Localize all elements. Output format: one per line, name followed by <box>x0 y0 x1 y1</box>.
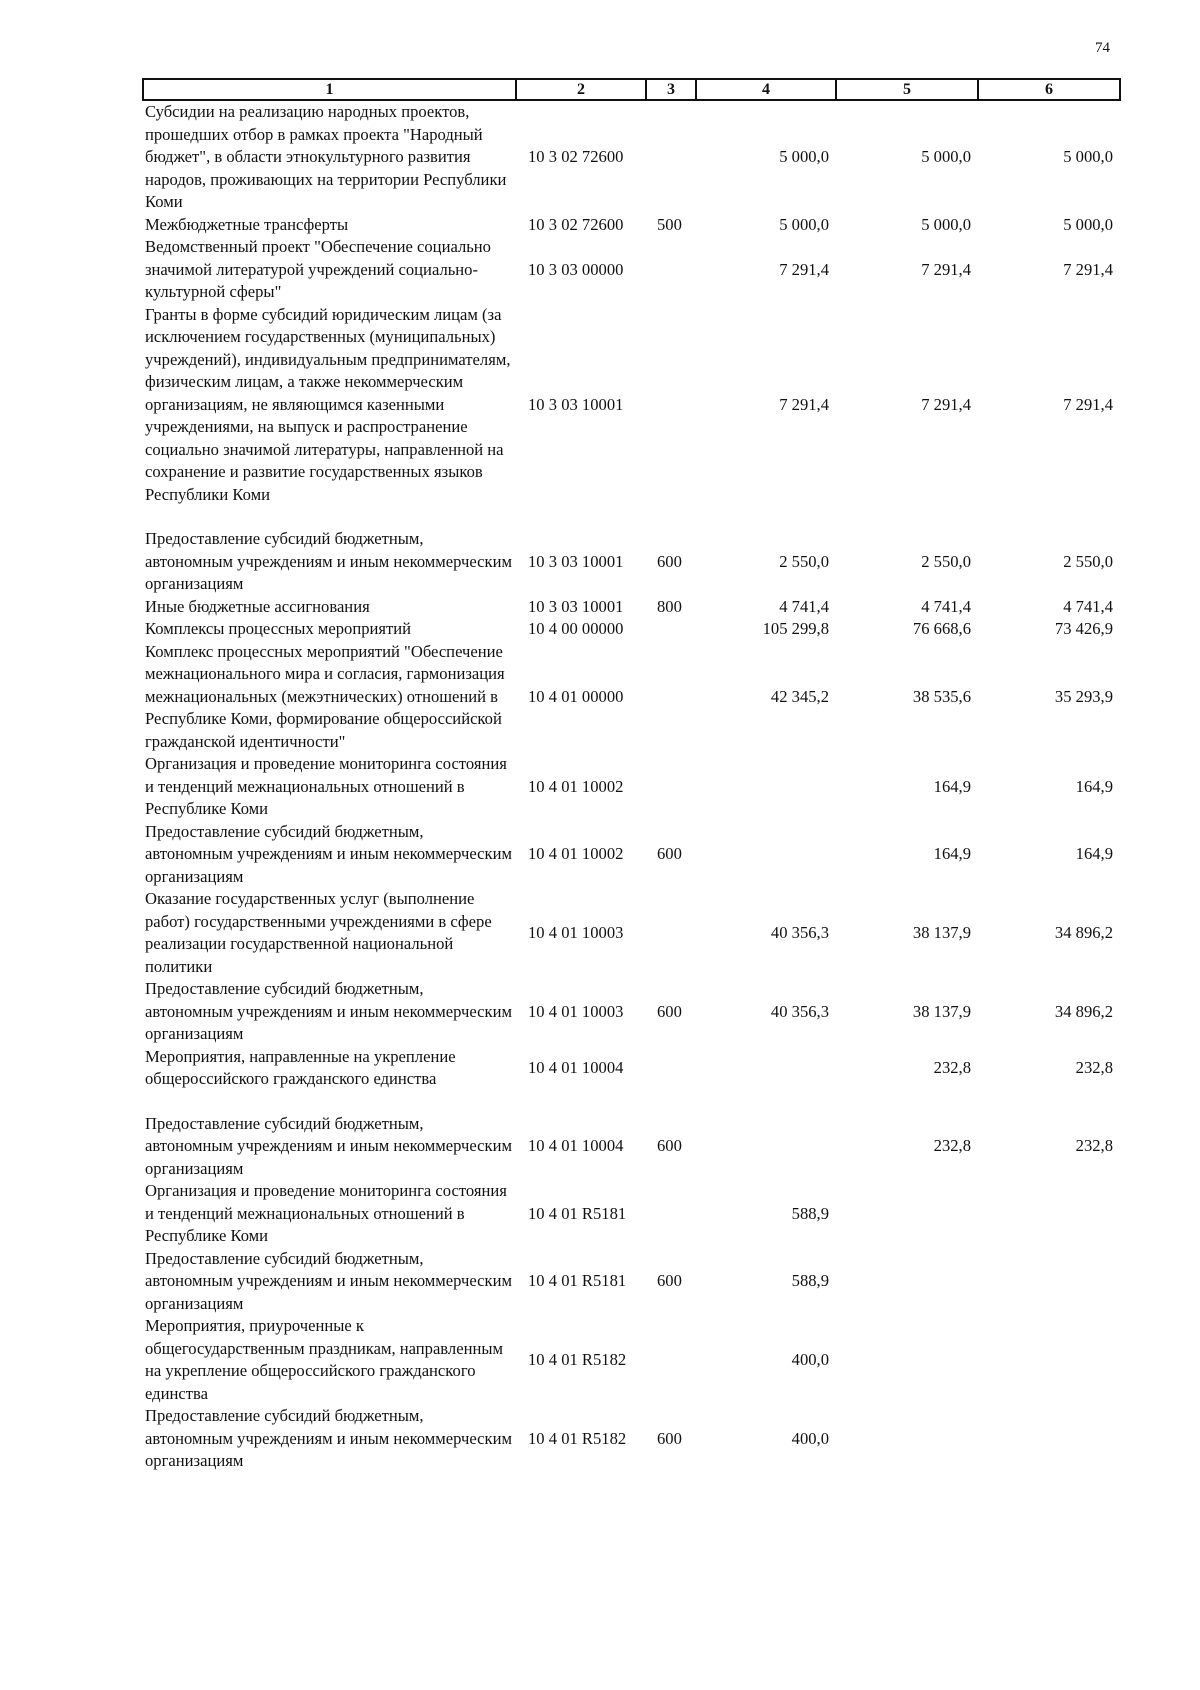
row-value-col4: 588,9 <box>791 1203 829 1223</box>
row-code: 10 4 01 R5181 <box>528 1203 627 1223</box>
row-value-col4: 5 000,0 <box>779 147 829 166</box>
row-expense-type: 600 <box>657 551 682 571</box>
header-col-2: 2 <box>516 79 646 100</box>
table-row <box>143 753 1120 821</box>
row-expense-type <box>646 618 696 641</box>
row-code: 10 4 01 R5182 <box>528 1428 627 1448</box>
row-value-col5: 38 535,6 <box>912 686 971 706</box>
row-code: 10 4 01 10004 <box>528 1057 624 1077</box>
row-value-col6 <box>978 1405 1120 1473</box>
row-expense-type <box>646 236 696 304</box>
row-name: Предоставление субсидий бюджетным, автономным учреждениям и иным некоммерческим организациям <box>145 979 512 1043</box>
row-name: Комплексы процессных мероприятий <box>145 619 412 638</box>
row-value-col4: 40 356,3 <box>770 1001 829 1021</box>
row-code: 10 4 01 10003 <box>528 1001 624 1021</box>
row-code: 10 4 01 10002 <box>528 844 624 863</box>
table-row <box>143 506 1120 596</box>
table-row <box>143 888 1120 978</box>
row-value-col4 <box>696 1091 836 1181</box>
row-value-col4 <box>696 1046 836 1091</box>
header-col-4: 4 <box>696 79 836 100</box>
table-row <box>143 1405 1120 1473</box>
row-expense-type: 600 <box>657 1271 682 1290</box>
table-header-row <box>143 79 1120 100</box>
row-code: 10 3 03 10001 <box>528 551 624 571</box>
table-row <box>143 1315 1120 1405</box>
row-value-col5: 38 137,9 <box>912 1001 971 1021</box>
row-value-col4: 40 356,3 <box>770 922 829 942</box>
row-expense-type <box>646 1315 696 1405</box>
table-row <box>143 1091 1120 1181</box>
row-name: Предоставление субсидий бюджетным, автономным учреждениям и иным некоммерческим организациям <box>145 821 512 886</box>
row-value-col4: 400,0 <box>791 1349 829 1369</box>
table-row <box>143 641 1120 754</box>
row-value-col4: 7 291,4 <box>779 259 829 279</box>
table-row <box>143 304 1120 507</box>
row-expense-type: 600 <box>657 1136 682 1155</box>
row-name: Ведомственный проект "Обеспечение социально значимой литературой учреждений социально-культурной сферы" <box>145 237 491 301</box>
header-col-3: 3 <box>646 79 696 100</box>
table-row <box>143 100 1120 214</box>
table-row <box>143 821 1120 889</box>
row-code: 10 4 01 R5182 <box>528 1349 627 1369</box>
table-row <box>143 618 1120 641</box>
row-value-col5: 7 291,4 <box>921 259 971 279</box>
table-row <box>143 1046 1120 1091</box>
row-value-col6: 35 293,9 <box>1054 686 1113 706</box>
row-name: Оказание государственных услуг (выполнение работ) государственными учреждениями в сфере реализации государственной национальной политики <box>145 889 492 976</box>
row-expense-type <box>646 1180 696 1248</box>
row-name: Комплекс процессных мероприятий "Обеспечение межнационального мира и согласия, гармонизация межнациональных (межэтнических) отношений в Республике Коми, формирование общероссийской гражданской идентичности" <box>145 641 505 751</box>
row-expense-type: 500 <box>657 214 682 234</box>
row-value-col5: 232,8 <box>933 1136 971 1155</box>
row-code: 10 3 02 72600 <box>528 147 624 166</box>
row-expense-type: 600 <box>657 844 682 863</box>
row-value-col6 <box>978 1180 1120 1248</box>
row-value-col5: 232,8 <box>933 1057 971 1077</box>
row-value-col6: 34 896,2 <box>1054 922 1113 942</box>
row-expense-type: 600 <box>657 1428 682 1448</box>
row-name: Предоставление субсидий бюджетным, автономным учреждениям и иным некоммерческим организациям <box>145 529 512 593</box>
row-value-col6: 232,8 <box>1075 1136 1113 1155</box>
row-value-col5: 38 137,9 <box>912 922 971 942</box>
row-name: Мероприятия, направленные на укрепление общероссийского гражданского единства <box>145 1046 456 1088</box>
row-value-col5 <box>836 1315 978 1405</box>
row-code: 10 4 01 00000 <box>528 686 624 706</box>
row-value-col5: 5 000,0 <box>921 214 971 234</box>
row-value-col4 <box>696 821 836 889</box>
row-code: 10 4 01 10002 <box>528 776 624 796</box>
row-value-col6: 232,8 <box>1075 1057 1113 1077</box>
row-value-col5: 4 741,4 <box>921 596 971 616</box>
row-expense-type <box>646 304 696 507</box>
row-expense-type <box>646 888 696 978</box>
table-row <box>143 978 1120 1046</box>
header-col-1: 1 <box>143 79 516 100</box>
row-value-col6: 34 896,2 <box>1054 1001 1113 1021</box>
table-row <box>143 236 1120 304</box>
row-value-col5: 76 668,6 <box>912 619 971 638</box>
row-expense-type <box>646 100 696 214</box>
row-value-col6 <box>978 1248 1120 1316</box>
row-value-col5: 164,9 <box>933 844 971 863</box>
row-value-col5 <box>836 1405 978 1473</box>
row-value-col5: 5 000,0 <box>921 147 971 166</box>
row-value-col6 <box>978 1315 1120 1405</box>
row-name: Субсидии на реализацию народных проектов, прошедших отбор в рамках проекта "Народный бюджет", в области этнокультурного развития народов, проживающих на территории Республики Коми <box>145 102 507 211</box>
row-value-col6: 164,9 <box>1075 776 1113 796</box>
row-value-col6: 73 426,9 <box>1054 619 1113 638</box>
header-col-6: 6 <box>978 79 1120 100</box>
row-value-col6: 4 741,4 <box>1063 596 1113 616</box>
row-code: 10 4 01 10004 <box>528 1136 624 1155</box>
row-value-col4: 4 741,4 <box>779 596 829 616</box>
row-name: Иные бюджетные ассигнования <box>145 596 370 616</box>
row-value-col5 <box>836 1180 978 1248</box>
row-code: 10 4 00 00000 <box>528 619 624 638</box>
page-number: 74 <box>1095 40 1110 56</box>
table-row <box>143 1248 1120 1316</box>
row-value-col4: 42 345,2 <box>770 686 829 706</box>
row-value-col5: 2 550,0 <box>921 551 971 571</box>
table-row <box>143 596 1120 619</box>
row-value-col6: 7 291,4 <box>1063 259 1113 279</box>
row-name: Мероприятия, приуроченные к общегосударственным праздникам, направленным на укрепление общероссийского гражданского единства <box>145 1316 503 1403</box>
row-code: 10 3 03 00000 <box>528 259 624 279</box>
row-expense-type: 600 <box>657 1001 682 1021</box>
row-value-col4 <box>696 753 836 821</box>
row-code: 10 4 01 R5181 <box>528 1271 627 1290</box>
row-value-col5 <box>836 1248 978 1316</box>
row-value-col6: 2 550,0 <box>1063 551 1113 571</box>
row-value-col4: 400,0 <box>791 1428 829 1448</box>
row-value-col4: 588,9 <box>791 1271 829 1290</box>
row-value-col6: 164,9 <box>1075 844 1113 863</box>
table-row <box>143 1180 1120 1248</box>
row-code: 10 3 03 10001 <box>528 394 624 414</box>
row-value-col6: 7 291,4 <box>1063 394 1113 414</box>
row-name: Предоставление субсидий бюджетным, автономным учреждениям и иным некоммерческим организациям <box>145 1113 512 1178</box>
row-value-col5: 7 291,4 <box>921 394 971 414</box>
row-expense-type: 800 <box>657 596 682 616</box>
row-value-col4: 5 000,0 <box>779 214 829 234</box>
row-code: 10 3 02 72600 <box>528 214 624 234</box>
row-name: Предоставление субсидий бюджетным, автономным учреждениям и иным некоммерческим организациям <box>145 1406 512 1470</box>
row-expense-type <box>646 1046 696 1091</box>
row-name: Гранты в форме субсидий юридическим лицам (за исключением государственных (муниципальных) учреждений), индивидуальным предпринимателям, физическим лицам, а также некоммерческим организациям, не являющимся казенными учреждениями, на выпуск и распространение социально значимой литературы, направленной на сохранение и развитие государственных языков Республики Коми <box>145 304 511 504</box>
row-value-col6: 5 000,0 <box>1063 147 1113 166</box>
row-value-col4: 105 299,8 <box>762 619 829 638</box>
row-expense-type <box>646 753 696 821</box>
row-value-col4: 7 291,4 <box>779 394 829 414</box>
row-expense-type <box>646 641 696 754</box>
row-value-col6: 5 000,0 <box>1063 214 1113 234</box>
budget-table <box>142 78 1121 1473</box>
row-name: Предоставление субсидий бюджетным, автономным учреждениям и иным некоммерческим организациям <box>145 1248 512 1313</box>
row-code: 10 3 03 10001 <box>528 596 624 616</box>
row-code: 10 4 01 10003 <box>528 922 624 942</box>
header-col-5: 5 <box>836 79 978 100</box>
row-name: Организация и проведение мониторинга состояния и тенденций межнациональных отношений в Республике Коми <box>145 754 507 818</box>
row-name: Межбюджетные трансферты <box>145 214 349 234</box>
row-value-col4: 2 550,0 <box>779 551 829 571</box>
table-row <box>143 214 1120 237</box>
row-value-col5: 164,9 <box>933 776 971 796</box>
row-name: Организация и проведение мониторинга состояния и тенденций межнациональных отношений в Республике Коми <box>145 1181 507 1245</box>
